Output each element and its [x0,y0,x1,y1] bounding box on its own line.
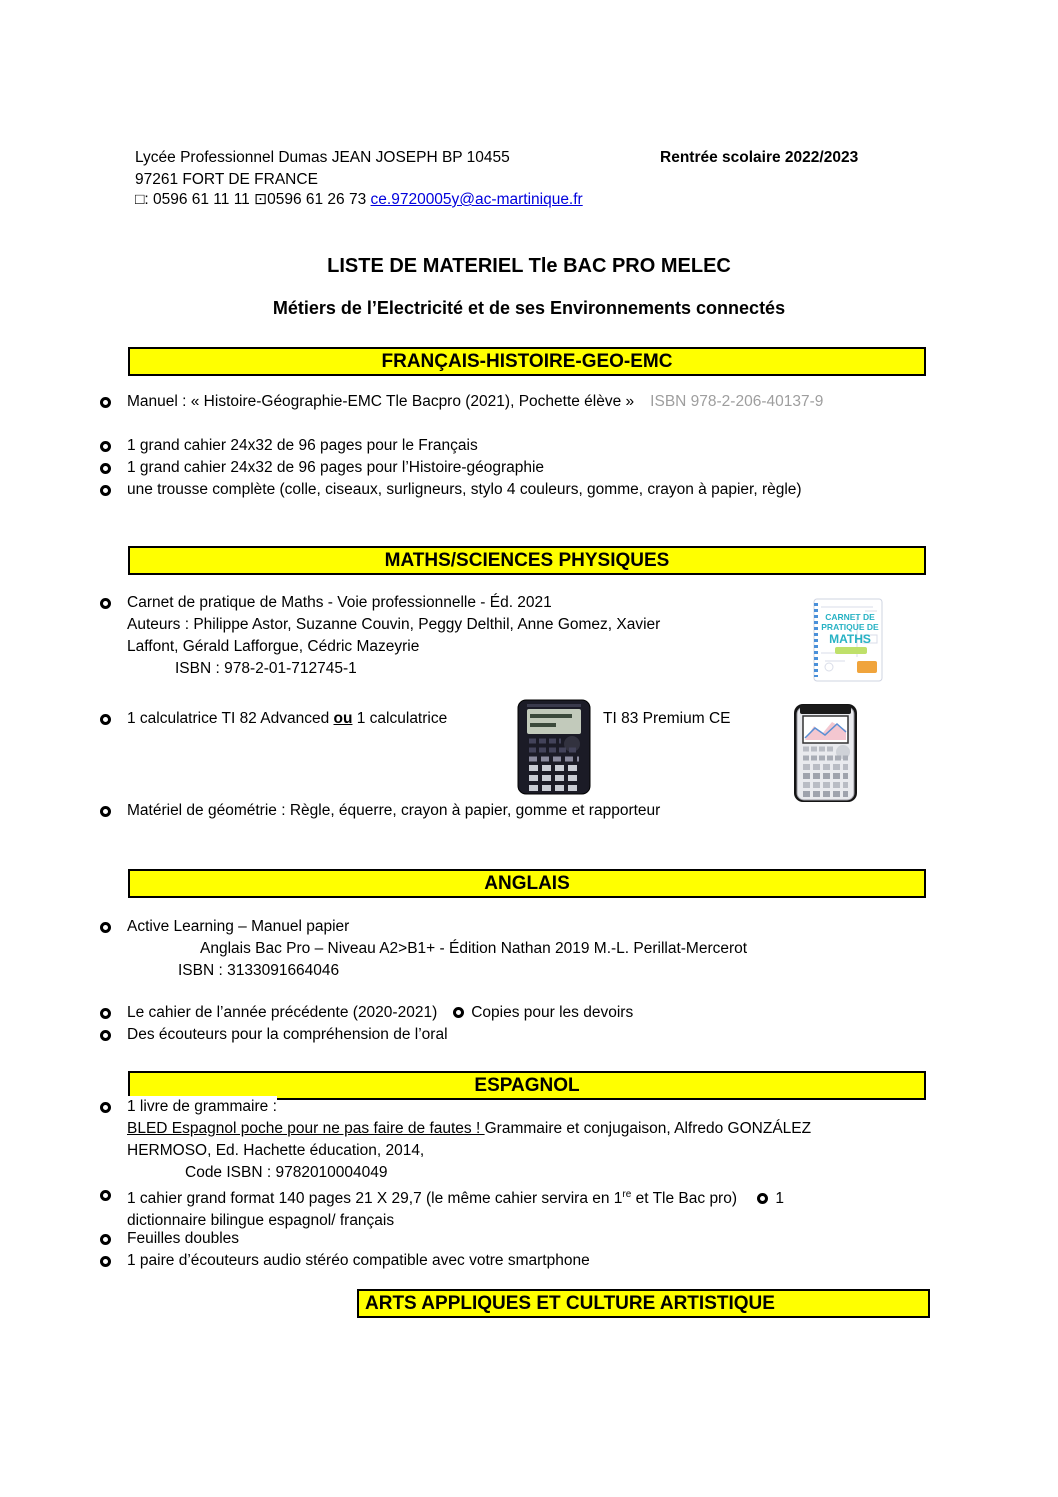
list-item [100,916,950,982]
bullet-icon [100,1256,111,1267]
anglais-item2a: Le cahier de l’année précédente (2020-2021) [127,1004,438,1021]
bullet-icon [100,1234,111,1245]
phone-fax-numbers: □: 0596 61 11 11 ⊡0596 61 26 73 [135,191,371,208]
list-item [100,592,780,680]
bullet-icon [100,485,111,496]
item-text: Feuilles doubles [127,1230,240,1247]
carnet-line3: Laffont, Gérald Lafforgue, Cédric Mazeyrie [127,638,420,655]
section-header-anglais: ANGLAIS [128,869,926,898]
section-header-arts: ARTS APPLIQUES ET CULTURE ARTISTIQUE [357,1289,930,1318]
anglais-isbn: ISBN : 3133091664046 [178,962,340,979]
bullet-icon [100,806,111,817]
calc-text-after: 1 calculatrice [352,710,448,727]
bled-underlined2: BLED Espagnol poche pour ne pas faire de fautes ! [127,1120,485,1137]
bled-isbn: Code ISBN : 9782010004049 [185,1164,388,1181]
item-text: Matériel de géométrie : Règle, équerre, crayon à papier, gomme et rapporteur [127,802,661,819]
maths-book-cover-image [805,597,885,688]
page-subtitle: Métiers de l’Electricité et de ses Environnements connectés [272,298,786,318]
list-item [100,708,520,730]
bullet-icon [757,1193,768,1204]
list-item [100,435,950,457]
item-text: 1 grand cahier 24x32 de 96 pages pour le Français [127,437,478,454]
bullet-icon [100,463,111,474]
list-item [100,1024,950,1046]
section-header-maths: MATHS/SCIENCES PHYSIQUES [128,546,926,575]
list-item [100,457,950,479]
list-item [100,1184,950,1232]
cahier-line2: dictionnaire bilingue espagnol/ français [127,1212,395,1230]
bullet-icon [100,714,111,725]
ti82-calculator-image [517,699,591,800]
bullet-icon [100,598,111,609]
carnet-line2: Auteurs : Philippe Astor, Suzanne Couvin, Peggy Delthil, Anne Gomez, Xavier [127,616,661,633]
anglais-line1: Active Learning – Manuel papier [127,918,350,935]
list-item [100,1228,950,1250]
calc-text-before: 1 calculatrice TI 82 Advanced [127,710,334,727]
cahier-a: 1 cahier grand format 140 pages 21 X 29,7 (le même cahier servira en 1 [127,1190,623,1208]
bullet-icon [453,1007,464,1018]
list-item [100,391,950,413]
bullet-icon [100,397,111,408]
list-item [100,1250,950,1272]
manuel-isbn: ISBN 978-2-206-40137-9 [650,393,824,410]
list-item [100,800,950,822]
cahier-b: et Tle Bac pro) [631,1190,742,1208]
bled-line2: HERMOSO, Ed. Hachette éducation, 2014, [127,1142,425,1159]
bullet-icon [100,441,111,452]
carnet-isbn: ISBN : 978-2-01-712745-1 [175,660,357,677]
calc-ou: ou [333,710,353,727]
list-item [100,1002,950,1024]
book-title-line1: CARNET DE [825,612,875,622]
book-title-line2: PRATIQUE DE [821,622,879,632]
espagnol-item1: 1 livre de grammaire : [127,1096,277,1118]
list-item [100,479,950,501]
book-title-line3: MATHS [829,632,871,646]
bled-block [127,1118,811,1184]
section-header-francais: FRANÇAIS-HISTOIRE-GEO-EMC [128,347,926,376]
manuel-text: Manuel : « Histoire-Géographie-EMC Tle Bacpro (2021), Pochette élève » [127,393,635,410]
school-name: Lycée Professionnel Dumas JEAN JOSEPH BP 10455 [135,149,510,166]
item-text: 1 grand cahier 24x32 de 96 pages pour l’Histoire-géographie [127,459,545,476]
section-header-espagnol: ESPAGNOL [128,1071,926,1100]
bled-rest2: Grammaire et conjugaison, Alfredo GONZÁLEZ [484,1120,812,1137]
bullet-icon [100,1030,111,1041]
ti83-label: TI 83 Premium CE [603,710,731,727]
cahier-sup: re [622,1189,632,1200]
school-contact-line [135,189,583,210]
school-city: 97261 FORT DE FRANCE [135,171,318,188]
school-year: Rentrée scolaire 2022/2023 [660,149,859,166]
ti83-calculator-image [793,702,858,809]
bullet-icon [100,1008,111,1019]
anglais-item2b: Copies pour les devoirs [471,1004,634,1021]
bullet-icon [100,1190,111,1201]
item-text: Des écouteurs pour la compréhension de l’oral [127,1026,448,1043]
item-text: 1 paire d’écouteurs audio stéréo compatible avec votre smartphone [127,1252,590,1269]
email-link[interactable]: ce.9720005y@ac-martinique.fr [370,191,583,208]
carnet-line1: Carnet de pratique de Maths - Voie professionnelle - Éd. 2021 [127,594,552,611]
page-title: LISTE DE MATERIEL Tle BAC PRO MELEC [327,255,731,277]
item-text: une trousse complète (colle, ciseaux, surligneurs, stylo 4 couleurs, gomme, crayon à papier, règle) [127,481,802,498]
bullet-icon [100,1102,111,1113]
anglais-line2: Anglais Bac Pro – Niveau A2>B1+ - Édition Nathan 2019 M.-L. Perillat-Mercerot [200,940,748,957]
cahier-c: 1 [775,1190,784,1208]
bullet-icon [100,922,111,933]
